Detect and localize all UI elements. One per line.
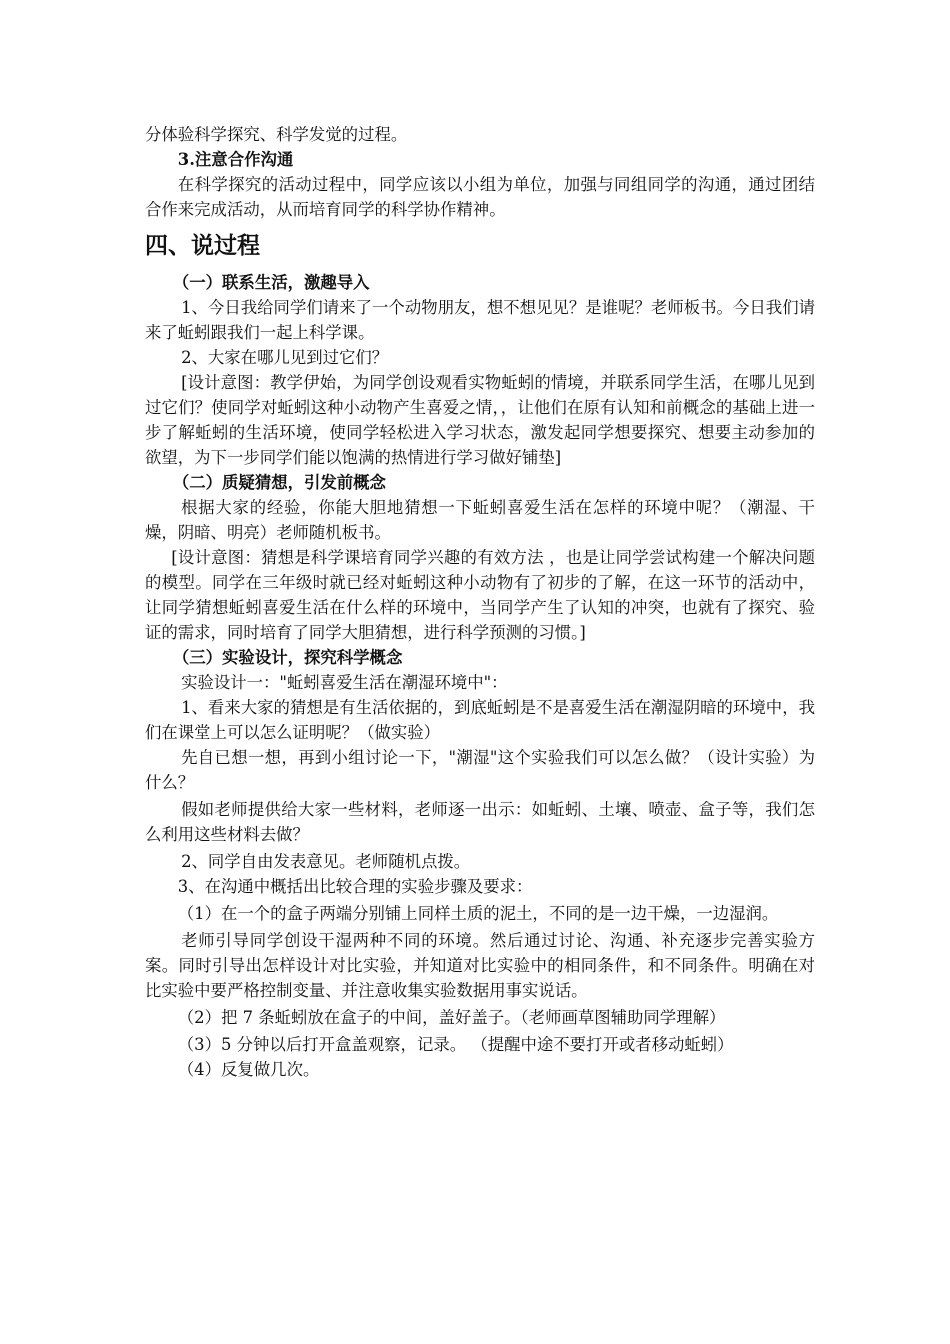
paragraph-continuation: 分体验科学探究、科学发觉的过程。 (145, 125, 408, 144)
paragraph-experiment-3: 3、在沟通中概括出比较合理的实验步骤及要求： (177, 877, 533, 896)
subheading-cooperation: 3.注意合作沟通 (177, 150, 294, 169)
paragraph-think: 先自已想一想，再到小组讨论一下，"潮湿"这个实验我们可以怎么做？（设计实验）为什么？ (145, 748, 815, 792)
section-heading-process: 四、说过程 (145, 232, 260, 259)
step-2: （2）把 7 条蚯蚓放在盒子的中间，盖好盖子。（老师画草图辅助同学理解） (177, 1008, 726, 1027)
subheading-part-3: （三）实验设计，探究科学概念 (172, 648, 403, 667)
paragraph-cooperation: 在科学探究的活动过程中，同学应该以小组为单位，加强与同组同学的沟通，通过团结合作来完成活动，从而培育同学的科学协作精神。 (145, 175, 815, 219)
paragraph-guess: 根据大家的经验，你能大胆地猜想一下蚯蚓喜爱生活在怎样的环境中呢？（潮湿、干燥，阴暗、明亮）老师随机板书。 (145, 498, 815, 542)
subheading-part-2: （二）质疑猜想，引发前概念 (172, 473, 386, 492)
paragraph-experiment-1: 1、看来大家的猜想是有生活依据的，到底蚯蚓是不是喜爱生活在潮湿阴暗的环境中，我们在课堂上可以怎么证明呢？（做实验） (145, 698, 815, 742)
design-intent-1: [设计意图：教学伊始，为同学创设观看实物蚯蚓的情境，并联系同学生活，在哪儿见到过它们？使同学对蚯蚓这种小动物产生喜爱之情，，让他们在原有认知和前概念的基础上进一步了解蚯蚓的生活环境，使同学轻松进入学习状态，激发起同学想要探究、想要主动参加的欲望，为下一步同学们能以饱满的热情进行学习做好铺垫] (145, 373, 815, 467)
design-intent-2: [设计意图：猜想是科学课培育同学兴趣的有效方法 ，也是让同学尝试构建一个解决问题的模型。同学在三年级时就已经对蚯蚓这种小动物有了初步的了解，在这一环节的活动中，让同学猜想蚯蚓喜爱生活在什么样的环境中，当同学产生了认知的冲突，也就有了探究、验证的需求，同时培育了同学大胆猜想，进行科学预测的习惯。] (145, 548, 815, 642)
step-3: （3）5 分钟以后打开盒盖观察，记录。 （提醒中途不要打开或者移动蚯蚓） (177, 1035, 734, 1054)
paragraph-intro-2: 2、大家在哪儿见到过它们？ (181, 348, 389, 367)
paragraph-materials: 假如老师提供给大家一些材料，老师逐一出示：如蚯蚓、土壤、喷壶、盒子等，我们怎么利用这些材料去做？ (145, 800, 815, 844)
paragraph-intro-1: 1、今日我给同学们请来了一个动物朋友，想不想见见？是谁呢？老师板书。今日我们请来了蚯蚓跟我们一起上科学课。 (145, 298, 815, 342)
step-4: （4）反复做几次。 (177, 1060, 320, 1079)
document-body (145, 122, 815, 1082)
subheading-part-1: （一）联系生活，激趣导入 (172, 273, 370, 292)
paragraph-teacher-guidance: 老师引导同学创设干湿两种不同的环境。然后通过讨论、沟通、补充逐步完善实验方案。同时引导出怎样设计对比实验，并知道对比实验中的相同条件，和不同条件。明确在对比实验中要严格控制变量、并注意收集实验数据用事实说话。 (145, 931, 815, 1000)
paragraph-experiment-design: 实验设计一："蚯蚓喜爱生活在潮湿环境中"： (181, 673, 508, 692)
step-1: （1）在一个的盒子两端分别铺上同样土质的泥土，不同的是一边干燥，一边湿润。 (177, 904, 779, 923)
paragraph-experiment-2: 2、同学自由发表意见。老师随机点拨。 (181, 852, 471, 871)
